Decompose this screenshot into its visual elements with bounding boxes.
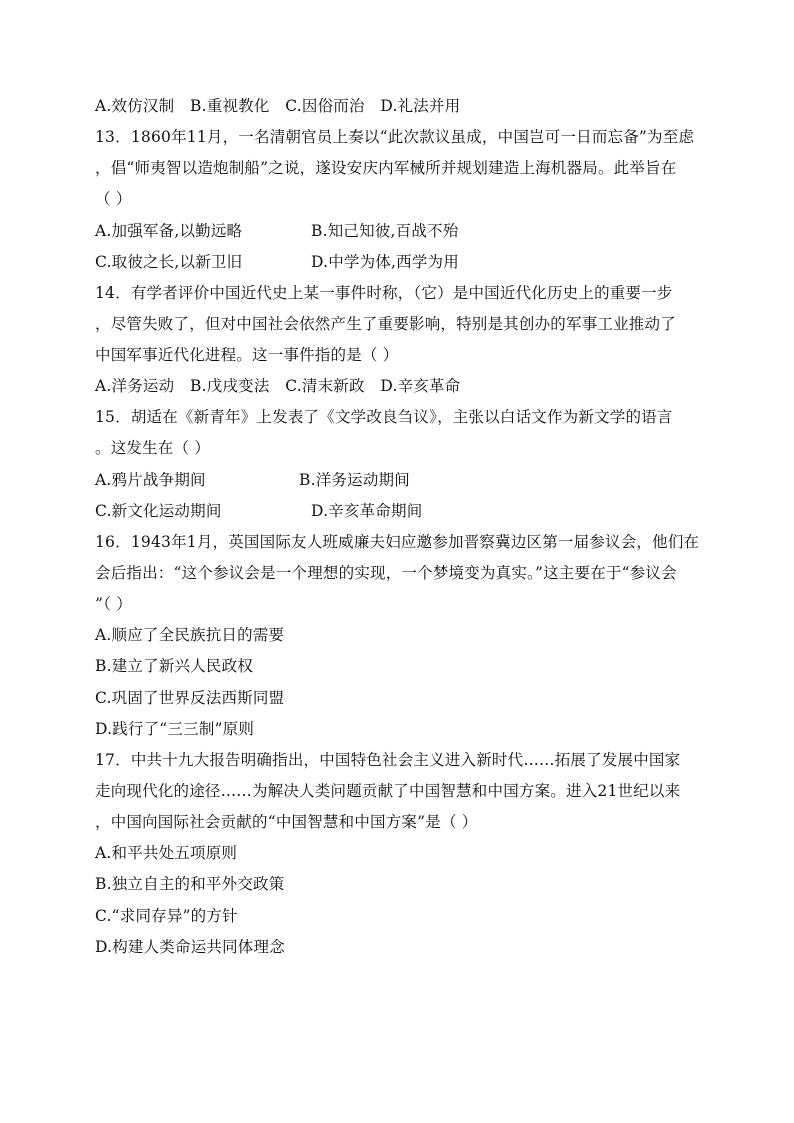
q15-options-row2 [95,496,715,527]
q12-options: A.效仿汉制 B.重视教化 C.因俗而治 D.礼法并用 [95,97,461,115]
q13-option-b: B.知己知彼,百战不殆 [311,222,459,240]
q17-option-b: B.独立自主的和平外交政策 [95,875,285,893]
q15-stem-line1: 15．胡适在《新青年》上发表了《文学改良刍议》，主张以白话文作为新文学的语言 [95,408,673,426]
q17-option-a: A.和平共处五项原则 [95,844,238,862]
q13-options-row2 [95,247,715,278]
q13-stem-line1: 13．1860年11月，一名清朝官员上奏以“此次款议虽成，中国岂可一日而忘备”为至虑 [95,128,695,146]
q13-option-c: C.取彼之长,以新卫旧 [95,253,243,271]
q16-option-a: A.顺应了全民族抗日的需要 [95,626,285,644]
q15-options-row1 [95,465,715,496]
q14-stem-line1: 14．有学者评价中国近代史上某一事件时称，（它）是中国近代化历史上的重要一步 [95,284,673,302]
q16-option-c: C.巩固了世界反法西斯同盟 [95,689,285,707]
q13-stem-line2: ，倡“师夷智以造炮制船”之说，遂设安庆内军械所并规划建造上海机器局。此举旨在 [95,159,677,177]
q17-stem-line3: ，中国向国际社会贡献的“中国智慧和中国方案”是（ ） [95,813,478,831]
q17-stem-line2: 走向现代化的途径……为解决人类问题贡献了中国智慧和中国方案。进入21世纪以来 [95,782,681,800]
q16-stem-line3: ”（ ） [95,595,132,613]
q14-stem-line3: 中国军事近代化进程。这一事件指的是（ ） [95,346,399,364]
q13-option-a: A.加强军备,以勤远略 [95,222,243,240]
q15-option-c: C.新文化运动期间 [95,502,222,520]
q14-options: A.洋务运动 B.戊戌变法 C.清末新政 D.辛亥革命 [95,377,461,395]
q14-stem-line2: ，尽管失败了，但对中国社会依然产生了重要影响，特别是其创办的军事工业推动了 [95,315,676,333]
q16-stem-line2: 会后指出：“这个参议会是一个理想的实现，一个梦境变为真实。”这主要在于“参议会 [95,564,677,582]
q15-option-b: B.洋务运动期间 [299,471,410,489]
q16-stem-line1: 16．1943年1月，英国国际友人班威廉夫妇应邀参加晋察冀边区第一届参议会，他们在 [95,533,700,551]
q17-option-c: C.“求同存异”的方针 [95,907,238,925]
q13-stem-line3: （ ） [95,190,132,208]
q13-options-row1 [95,216,715,247]
q17-option-d: D.构建人类命运共同体理念 [95,938,285,956]
q17-stem-line1: 17．中共十九大报告明确指出，中国特色社会主义进入新时代……拓展了发展中国家 [95,751,681,769]
q16-option-b: B.建立了新兴人民政权 [95,657,254,675]
q13-option-d: D.中学为体,西学为用 [311,253,459,271]
q15-option-d: D.辛亥革命期间 [311,502,423,520]
q15-option-a: A.鸦片战争期间 [95,471,206,489]
q16-option-d: D.践行了“三三制”原则 [95,720,255,738]
q15-stem-line2: 。这发生在（ ） [95,439,211,457]
